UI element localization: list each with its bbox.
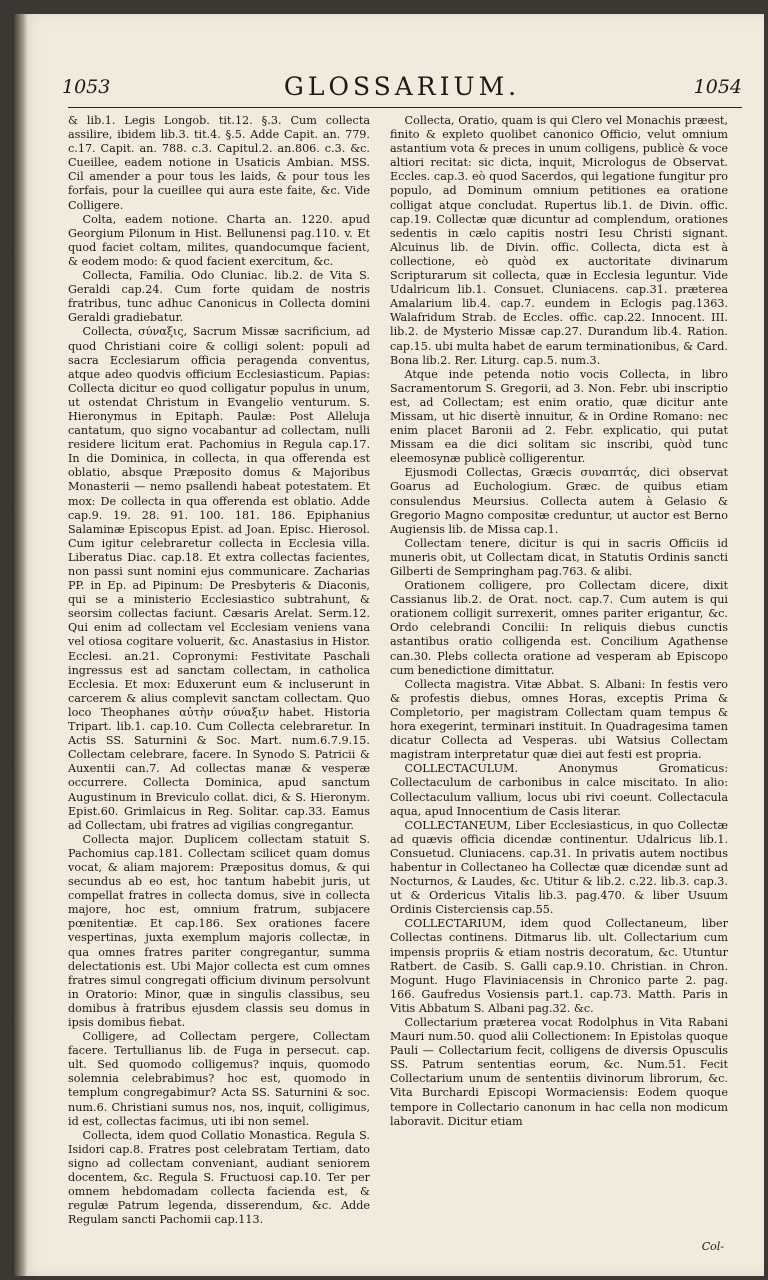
left-entry: Colta, eadem notione. Charta an. 1220. apud Georgium Pilonum in Hist. Bellunensi pag.110. v. Et quod faciet coltam, milites, quandocumque facient, & eodem modo: & quod facient exercitum, &c. <box>68 212 370 268</box>
right-entry: Collecta, Oratio, quam is qui Clero vel Monachis præest, finito & expleto quolibet canonico Officio, velut omnium astantium vota & preces in unum colligens, publicè & voce altiori recitat: sic dicta, inquit, Micrologus de Observat. Eccles. cap.3. eò quod Sacerdos, qui legatione fungitur pro populo, ad Dominum omnium petitiones ea oratione colligat atque concludat. Rupertus lib.1. de Divin. offic. cap.19. Collectæ quæ dicuntur ad complendum, orationes sedentis in cælo capitis nostri Iesu Christi signant. Alcuinus lib. de Divin. offic. Collecta, dicta est à collectione, eò quòd ex auctoritate divinarum Scripturarum sit collecta, quæ in Ecclesia leguntur. Vide Udalricum lib.1. Consuet. Cluniacens. cap.31. præterea Amalarium lib.4. cap.7. eundem in Eclogis pag.1363. Walafridum Strab. de Eccles. offic. cap.22. Innocent. III. lib.2. de Mysterio Missæ cap.27. Durandum lib.4. Ration. cap.15. ubi multa habet de earum terminationibus, & Card. Bona lib.2. Rer. Liturg. cap.5. num.3. <box>390 114 728 367</box>
text-columns <box>68 114 732 1264</box>
right-entry: Ejusmodi Collectas, Græcis συναπτάς, dici observat Goarus ad Euchologium. Græc. de quibus etiam consulendus Meursius. Collecta autem à Gelasio & Gregorio Magno compositæ creduntur, ut auctor est Berno Augiensis lib. de Missa cap.1. <box>390 466 728 536</box>
right-entry: Collectarium præterea vocat Rodolphus in Vita Rabani Mauri num.50. quod alii Collectionem: In Epistolas quoque Pauli — Collectarium fecit, colligens de diversis Opusculis SS. Patrum sententias eorum, &c. Num.51. Fecit Collectarium unum de sententiis divinorum librorum, &c. Vita Burchardi Episcopi Wormaciensis: Eodem quoque tempore in Collectario canonum in hac cella non modicum laboravit. Dicitur etiam <box>390 1016 728 1128</box>
right-entry: COLLECTACULUM. Anonymus Gromaticus: Collectaculum de carbonibus in calce miscitato. In alio: Collectaculum vallium, locus ubi rivi coeunt. Collectacula aqua, apud Innocentium de Casis literar. <box>390 762 728 818</box>
right-entry: COLLECTANEUM, Liber Ecclesiasticus, in quo Collectæ ad quævis officia dicendæ continentur. Udalricus lib.1. Consuetud. Cluniacens. cap.31. In privatis autem noctibus habentur in Collectaneo ha Collectæ quæ dicendæ sunt ad Nocturnos, & Laudes, &c. Utitur & lib.2. c.22. lib.3. cap.3. ut & Ordericus Vitalis lib.3. pag.470. & liber Usuum Ordinis Cisterciensis cap.55. <box>390 818 728 917</box>
catchword: Col- <box>701 1240 724 1253</box>
left-entry: Collecta major. Duplicem collectam statuit S. Pachomius cap.181. Collectam scilicet quam domus vocat, & aliam majorem: Præpositus domus, & qui secundus ab eo est, hoc tantum habebit juris, ut compellat fratres in collecta domus, sive in collecta majore, hoc est, omnium fratrum, subjacere pœnitentiæ. Et cap.186. Sex orationes facere vespertinas, juxta exemplum majoris collectæ, in qua omnes fratres pariter congregantur, summa delectationis est. Ubi Major collecta est cum omnes fratres simul congregati officium divinum persolvunt in Oratorio: Minor, quæ in singulis classibus, seu domibus à fratribus ejusdem classis seu domus in ipsis domibus fiebat. <box>68 832 370 1029</box>
book-spine-shadow <box>12 14 28 1276</box>
page-number-right: 1054 <box>693 76 742 98</box>
left-entry: Collecta, Familia. Odo Cluniac. lib.2. de Vita S. Geraldi cap.24. Cum forte quidam de nostris fratribus, tunc adhuc Canonicus in Collecta domini Geraldi gradiebatur. <box>68 269 370 325</box>
right-entry: Atque inde petenda notio vocis Collecta, in libro Sacramentorum S. Gregorii, ad 3. Non. Febr. ubi inscriptio est, ad Collectam; est enim oratio, quæ dicitur ante Missam, ut hic disertè innuitur, & in Ordine Romano: nec enim placet Baronii ad 2. Febr. explicatio, qui putat Missam ea die dici solitam sic inscribi, quòd tunc eleemosynæ publicè colligerentur. <box>390 367 728 466</box>
right-entry: Orationem colligere, pro Collectam dicere, dixit Cassianus lib.2. de Orat. noct. cap.7. Cum autem is qui orationem colligit surrexerit, omnes pariter erigantur, &c. Ordo celebrandi Concilii: In reliquis diebus cunctis astantibus oratio colligenda est. Concilium Agathense can.30. Plebs collecta oratione ad vesperam ab Episcopo cum benedictione dimittatur. <box>390 579 728 677</box>
left-column <box>68 114 370 1244</box>
left-entry: Collecta, σύναξις, Sacrum Missæ sacrificium, ad quod Christiani coire & colligi solent: populi ad sacra Ecclesiarum officia peragenda conventus, atque adeo quodvis officium Ecclesiasticum. Papias: Collecta dicitur eo quod colligatur populus in unum, ut ostendat Christum in Evangelio venturum. S. Hieronymus in Epitaph. Paulæ: Post Alleluja cantatum, quo signo vocabantur ad collectam, nulli residere licitum erat. Pachomius in Regula cap.17. In die Dominica, in collecta, in qua offerenda est oblatio, absque Præposito domus & Majoribus Monasterii — nemo psallendi habeat potestatem. Et mox: De collecta in qua offerenda est oblatio. Adde cap.9. 19. 28. 91. 100. 181. 186. Epiphanius Salaminæ Episcopus Epist. ad Joan. Episc. Hierosol. Cum igitur celebraretur collecta in Ecclesia villa. Liberatus Diac. cap.18. Et extra collectas facientes, non passi sunt nomini ejus communicare. Zacharias PP. in Ep. ad Pipinum: De Presbyteris & Diaconis, qui se a ministerio Ecclesiastico subtrahunt, & seorsim collectas faciunt. Cæsaris Arelat. Serm.12. Qui enim ad collectam vel Ecclesiam veniens vana vel otiosa cogitare voluerit, &c. Anastasius in Histor. Ecclesi. an.21. Copronymi: Festivitate Paschali ingressus est ad sanctam collectam, in catholica Ecclesia. Et mox: Eduxerunt eum & incluserunt in carcerem & alius complevit sanctam collectam. Quo loco Theophanes αὐτὴν σύναξιν habet. Historia Tripart. lib.1. cap.10. Cum Collecta celebraretur. In Actis SS. Saturnini & Soc. Mart. num.6.7.9.15. Collectam celebrare, facere. In Synodo S. Patricii & Auxentii can.7. Ad collectas manæ & vesperæ occurrere. Collecta Dominica, apud sanctum Augustinum in Breviculo collat. dici, & S. Hieronym. Epist.60. Grimlaicus in Reg. Solitar. cap.33. Eamus ad Collectam, ubi fratres ad vigilias congregantur. <box>68 325 370 832</box>
book-page <box>12 14 764 1276</box>
right-entry: COLLECTARIUM, idem quod Collectaneum, liber Collectas continens. Ditmarus lib. ult. Collectarium cum impensis propriis & etiam nostris decoratum, &c. Utuntur Ratbert. de Casib. S. Galli cap.9.10. Christian. in Chron. Mogunt. Hugo Flaviniacensis in Chronico parte 2. pag. 166. Gaufredus Vosiensis part.1. cap.73. Matth. Paris in Vitis Abbatum S. Albani pag.32. &c. <box>390 917 728 1015</box>
running-title: GLOSSARIUM. <box>283 72 521 101</box>
page-header <box>62 70 742 106</box>
right-column <box>390 114 728 1244</box>
left-entry: & lib.1. Legis Longob. tit.12. §.3. Cum collecta assilire, ibidem lib.3. tit.4. §.5. Adde Capit. an. 779. c.17. Capit. an. 788. c.3. Capitul.2. an.806. c.3. &c. Cueillee, eadem notione in Usaticis Ambian. MSS. Cil amender a pour tous les laids, & pour tous les forfais, pour la cueillee qui aura este faite, &c. Vide Colligere. <box>68 114 370 212</box>
header-rule <box>68 107 742 108</box>
page-number-left: 1053 <box>62 76 111 98</box>
right-entry: Collectam tenere, dicitur is qui in sacris Officiis id muneris obit, ut Collectam dicat, in Statutis Ordinis sancti Gilberti de Sempringham pag.763. & alibi. <box>390 536 728 578</box>
right-entry: Collecta magistra. Vitæ Abbat. S. Albani: In festis vero & profestis diebus, omnes Horas, exceptis Prima & Completorio, per magistram Collectam quam tempus & hora exegerint, terminari instituit. In Quadragesima tamen dicatur Collecta ad Vesperas. ubi Watsius Collectam magistram interpretatur quæ diei aut festi est propria. <box>390 677 728 762</box>
left-entry: Colligere, ad Collectam pergere, Collectam facere. Tertullianus lib. de Fuga in persecut. cap. ult. Sed quomodo colligemus? inquis, quomodo solemnia celebrabimus? hoc est, quomodo in templum congregabimur? Acta SS. Saturnini & soc. num.6. Christiani sumus nos, nos, inquit, colligimus, id est, collectas facimus, uti ibi non semel. <box>68 1030 370 1128</box>
left-entry: Collecta, idem quod Collatio Monastica. Regula S. Isidori cap.8. Fratres post celebratam Tertiam, dato signo ad collectam conveniant, audiant seniorem docentem, &c. Regula S. Fructuosi cap.10. Ter per omnem hebdomadam collecta facienda est, & regulæ Patrum legenda, disserendum, &c. Adde Regulam sancti Pachomii cap.113. <box>68 1128 370 1227</box>
